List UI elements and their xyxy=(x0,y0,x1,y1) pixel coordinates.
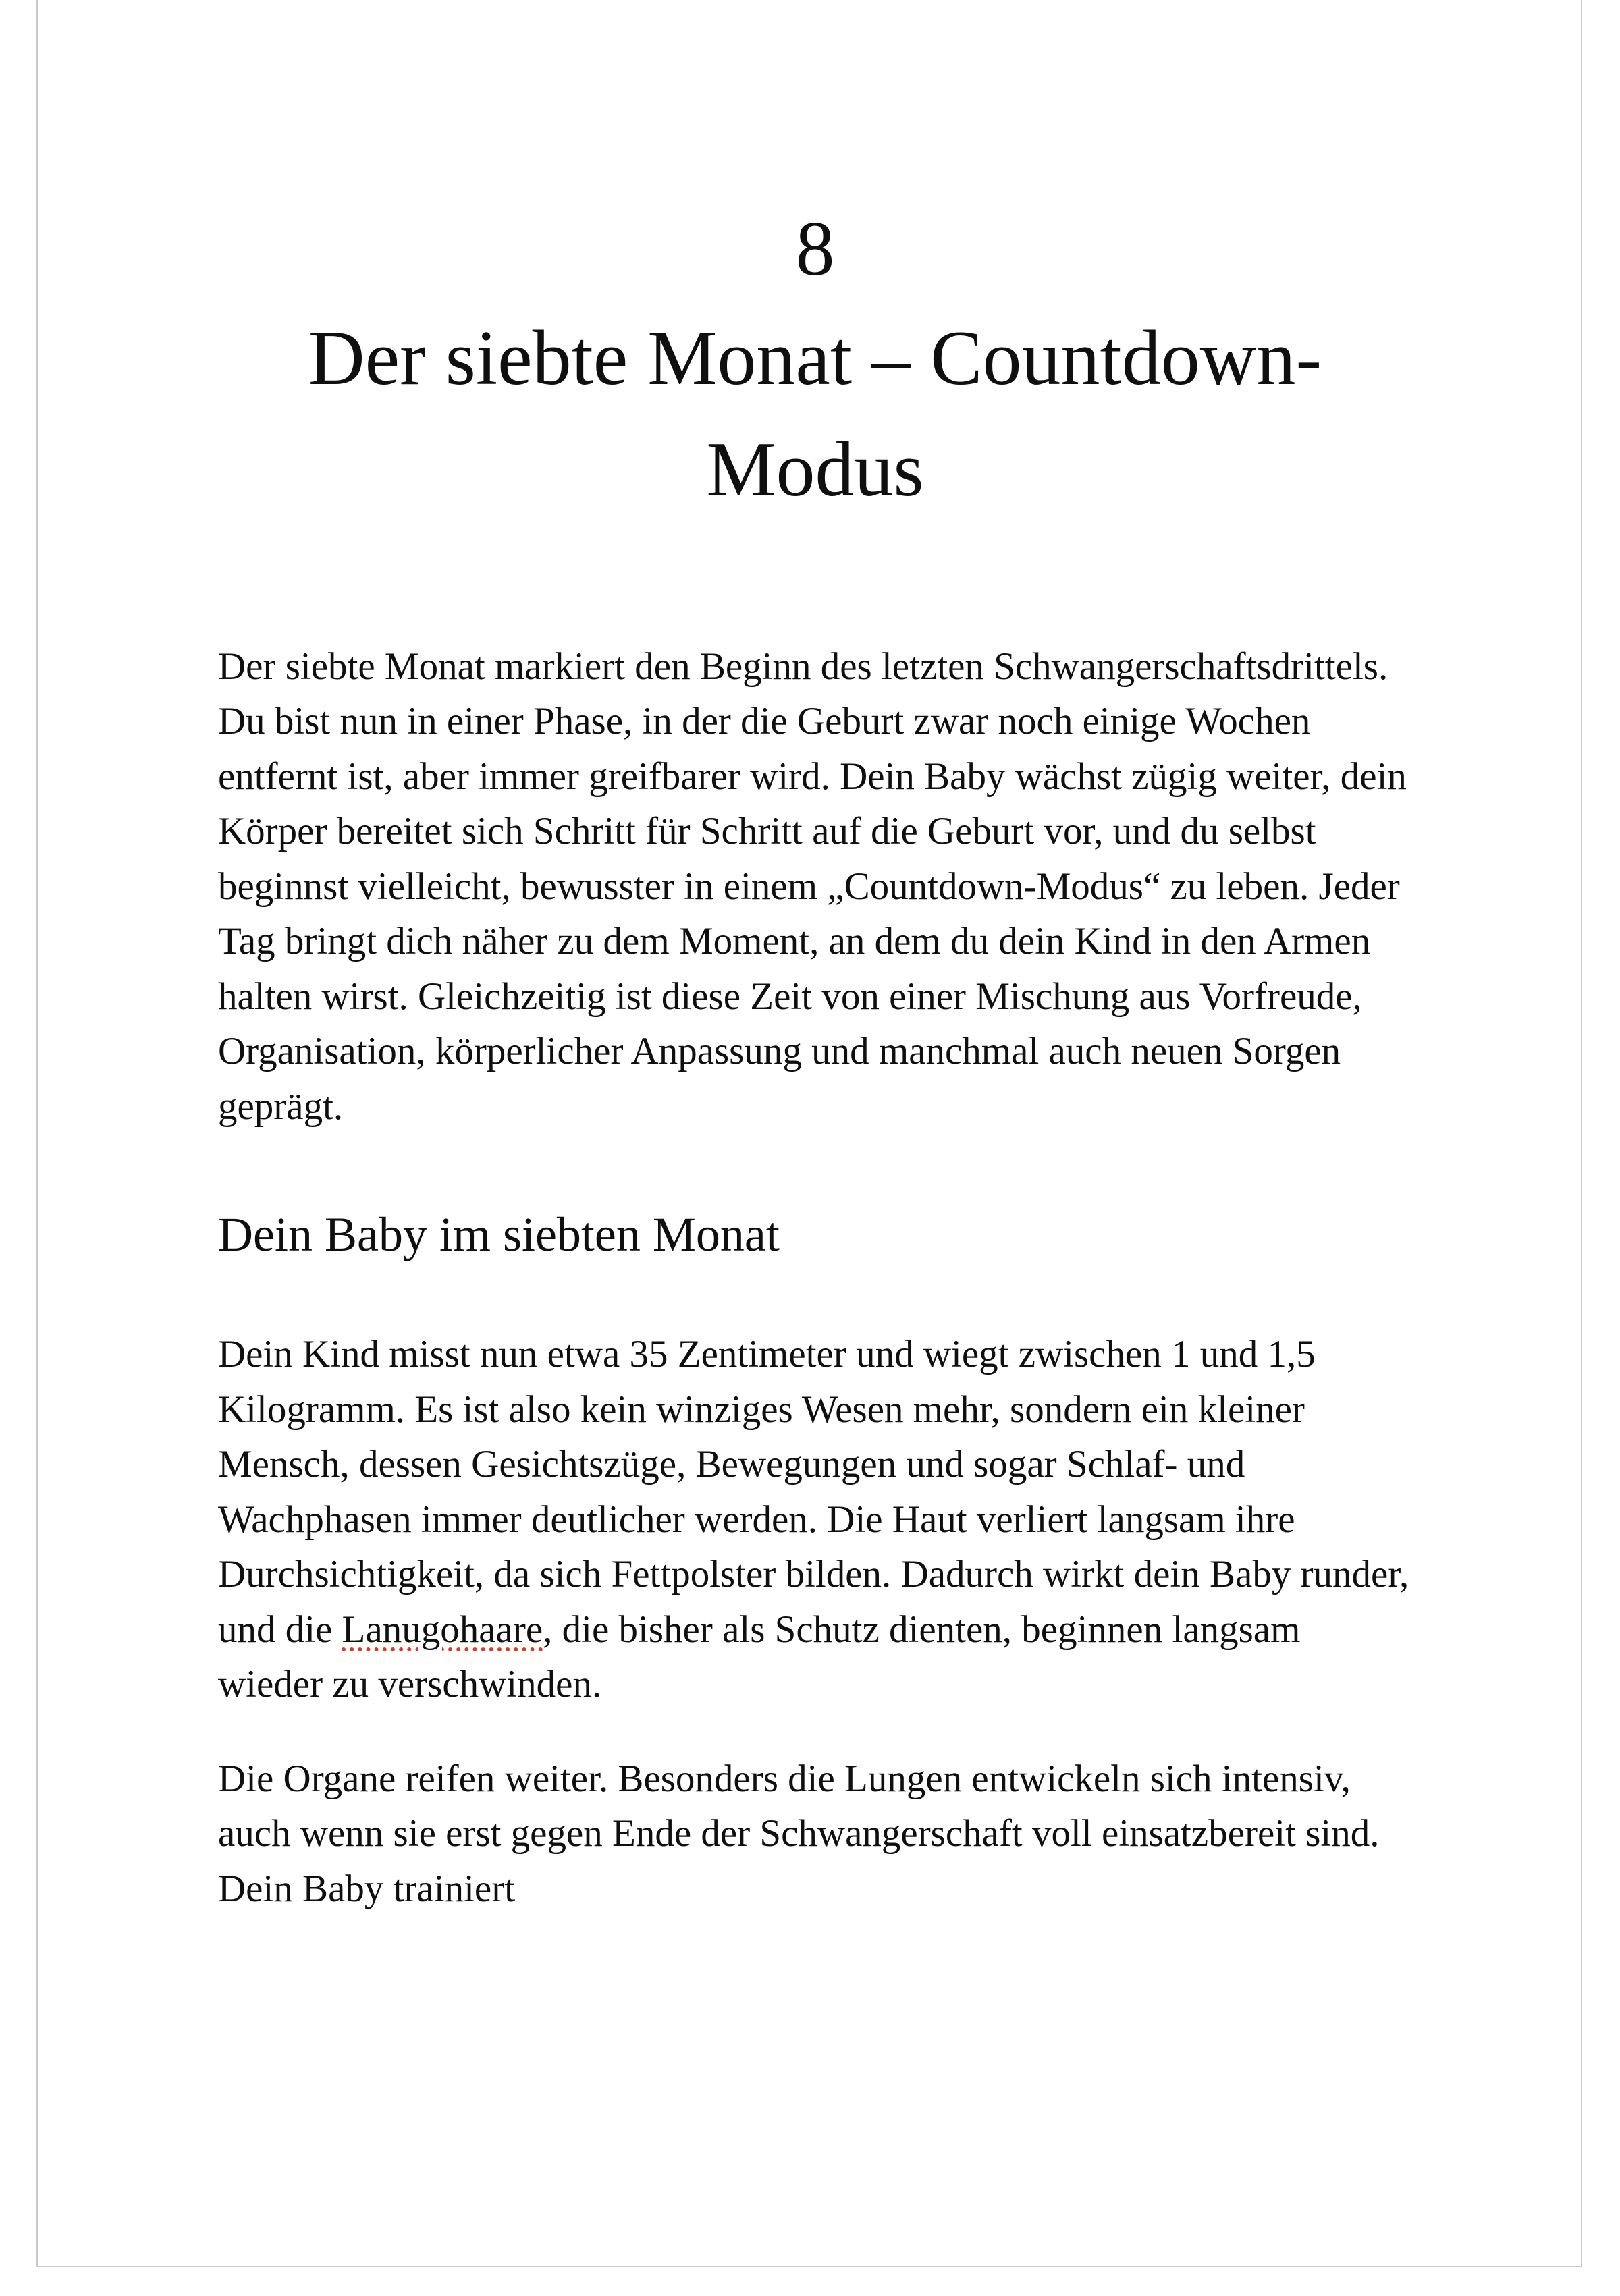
intro-paragraph[interactable]: Der siebte Monat markiert den Beginn des letzten Schwangerschaftsdrittels. Du bist nun in einer Phase, in der die Geburt zwar noch einige Wochen entfernt ist, aber immer greifbarer wird. Dein Baby wächst zügig weiter, dein Körper bereitet sich Schritt für Schritt auf die Geburt vor, und du selbst beginnst vielleicht, bewusster in einem „Countdown-Modus“ zu leben. Jeder Tag bringt dich näher zu dem Moment, an dem du dein Kind in den Armen halten wirst. Gleichzeitig ist diese Zeit von einer Mischung aus Vorfreude, Organisation, körperlicher Anpassung und manchmal auch neuen Sorgen geprägt. xyxy=(218,645,1407,1128)
baby-paragraph-text-after: , die bisher als Schutz dienten, beginnen langsam wieder zu verschwinden. xyxy=(218,1608,1301,1706)
baby-paragraph[interactable] xyxy=(218,1327,1412,1712)
chapter-title[interactable]: Der siebte Monat – Countdown-Modus xyxy=(308,315,1322,513)
section-heading[interactable]: Dein Baby im siebten Monat xyxy=(218,1207,780,1262)
organs-paragraph[interactable]: Die Organe reifen weiter. Besonders die Lungen entwickeln sich intensiv, auch wenn sie erst gegen Ende der Schwangerschaft voll einsatzbereit sind. Dein Baby trainiert xyxy=(218,1757,1380,1910)
baby-paragraph-text-before: Dein Kind misst nun etwa 35 Zentimeter und wiegt zwischen 1 und 1,5 Kilogramm. Es ist also kein winziges Wesen mehr, sondern ein kleiner Mensch, dessen Gesichtszüge, Bewegungen und sogar Schlaf- und Wachphasen immer deutlicher werden. Die Haut verliert langsam ihre Durchsichtigkeit, da sich Fettpolster bilden. Dadurch wirkt dein Baby runder, und die xyxy=(218,1333,1409,1651)
chapter-number[interactable]: 8 xyxy=(795,206,835,292)
page-content xyxy=(38,0,1581,1916)
misspelled-word[interactable]: Lanugohaare xyxy=(342,1608,543,1651)
document-page[interactable] xyxy=(36,0,1582,2267)
